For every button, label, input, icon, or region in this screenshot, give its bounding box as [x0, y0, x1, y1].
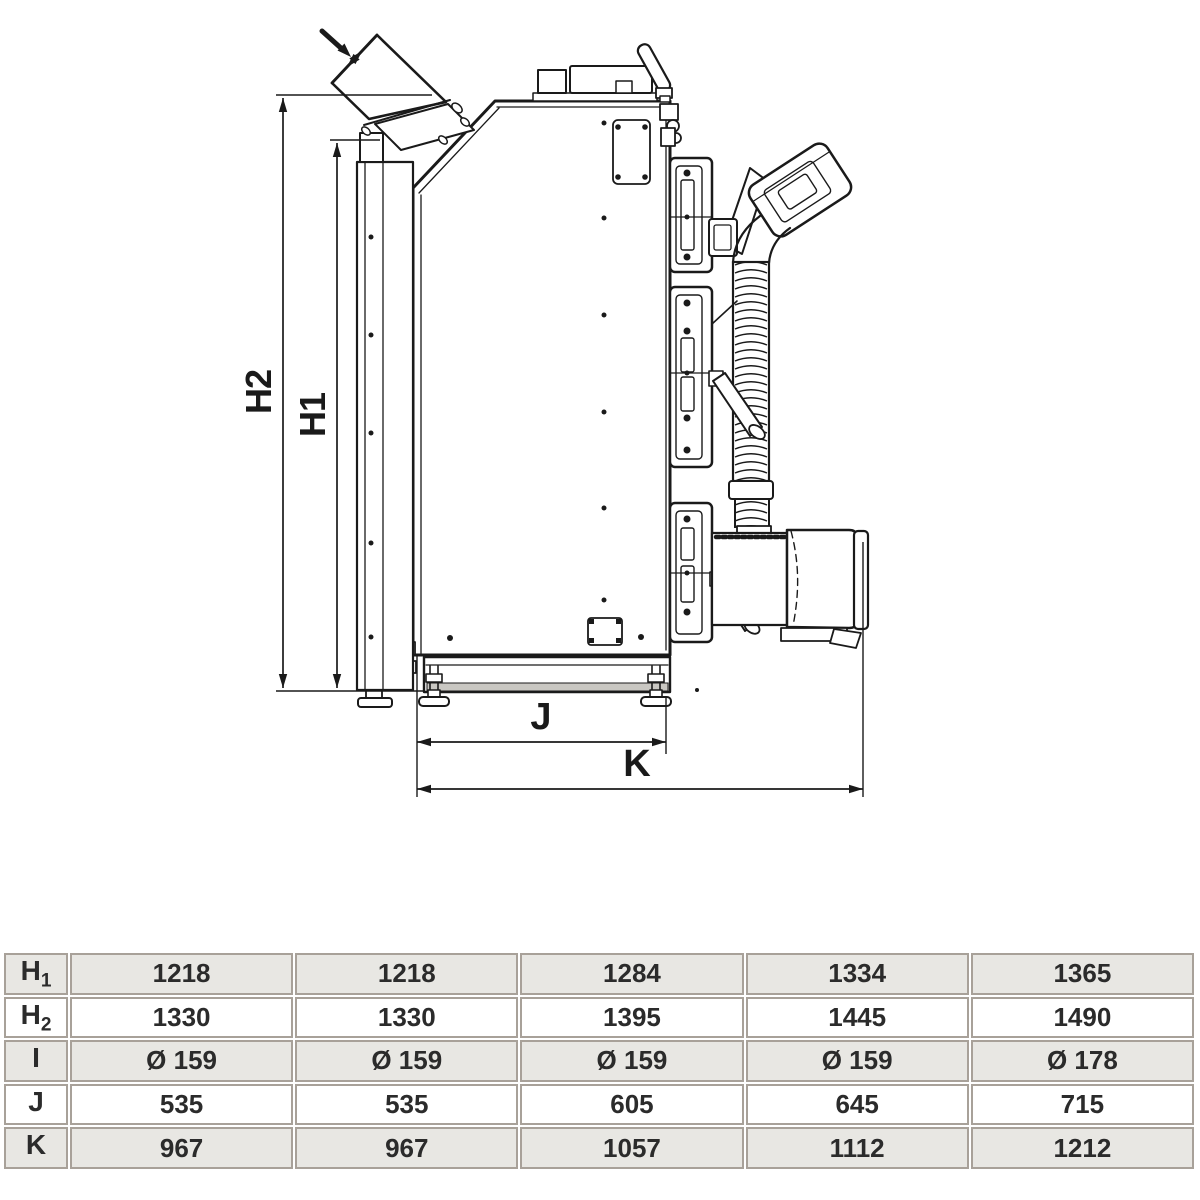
base-skid	[424, 657, 670, 692]
flue-pipe	[332, 35, 474, 150]
middle-door	[670, 287, 712, 467]
row-label-j: J	[4, 1084, 68, 1126]
row-label-h2: $H_2$	[4, 997, 68, 1039]
i-value: Ø 159	[520, 1040, 743, 1082]
j-value: 535	[70, 1084, 293, 1126]
boiler-body	[403, 101, 699, 692]
k-label: K	[623, 743, 651, 785]
lower-door	[670, 503, 712, 642]
table-row-k	[4, 1127, 1194, 1169]
k-value: 1112	[746, 1127, 969, 1169]
i-value: Ø 159	[746, 1040, 969, 1082]
front-plate-lower	[588, 618, 622, 645]
control-panel	[533, 66, 657, 101]
h1-value: 1365	[971, 953, 1194, 995]
h1-value: 1334	[746, 953, 969, 995]
k-value: 1212	[971, 1127, 1194, 1169]
h2-value: 1330	[70, 997, 293, 1039]
dimension-table	[2, 951, 1196, 1171]
h2-value: 1395	[520, 997, 743, 1039]
burner	[712, 530, 868, 648]
h2-value: 1445	[746, 997, 969, 1039]
j-value: 605	[520, 1084, 743, 1126]
h2-value: 1330	[295, 997, 518, 1039]
i-value: Ø 178	[971, 1040, 1194, 1082]
i-value: Ø 159	[295, 1040, 518, 1082]
i-value: Ø 159	[70, 1040, 293, 1082]
j-label: J	[530, 696, 552, 738]
h2-value: 1490	[971, 997, 1194, 1039]
table-row-h2	[4, 997, 1194, 1039]
rear-panel-foot	[358, 690, 392, 707]
j-value: 645	[746, 1084, 969, 1126]
rear-panel	[357, 133, 413, 707]
row-label-k: K	[4, 1127, 68, 1169]
auger-motor	[745, 140, 855, 240]
k-value: 967	[70, 1127, 293, 1169]
h1-value: 1218	[295, 953, 518, 995]
front-plate-upper	[613, 120, 650, 184]
k-value: 967	[295, 1127, 518, 1169]
j-value: 535	[295, 1084, 518, 1126]
row-label-h1: $H_1$	[4, 953, 68, 995]
table-row-i	[4, 1040, 1194, 1082]
h2-label: H2	[238, 369, 279, 415]
table-row-j	[4, 1084, 1194, 1126]
h1-value: 1284	[520, 953, 743, 995]
k-value: 1057	[520, 1127, 743, 1169]
h1-value: 1218	[70, 953, 293, 995]
j-value: 715	[971, 1084, 1194, 1126]
h1-label: H1	[292, 392, 333, 438]
upper-door	[670, 158, 712, 272]
row-label-i: I	[4, 1040, 68, 1082]
table-row-h1	[4, 953, 1194, 995]
